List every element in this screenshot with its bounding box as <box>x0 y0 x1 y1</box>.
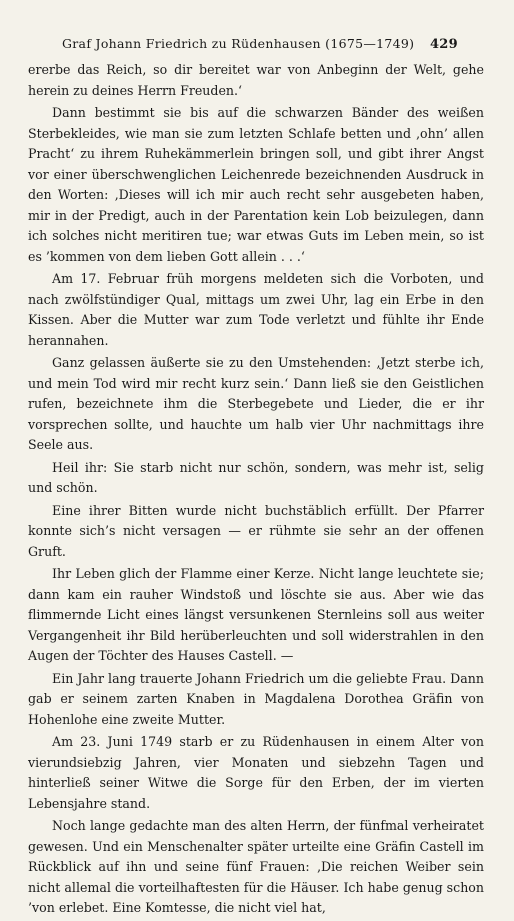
paragraph: Ein Jahr lang trauerte Johann Friedrich um die geliebte Frau. Dann gab er seinem zarten Knaben in Magdalena Dorothea Gräfin von Hohenlohe eine zweite Mutter. <box>28 670 484 727</box>
paragraph: Eine ihrer Bitten wurde nicht buchstäblich erfüllt. Der Pfarrer konnte sich’s nicht versagen — er rühmte sie sehr an der offenen Gruft. <box>28 502 484 559</box>
paragraph: Am 17. Februar früh morgens meldeten sich die Vorboten, und nach zwölfstündiger Qual, mittags um zwei Uhr, lag ein Erbe in den Kissen. Aber die Mutter war zum Tode verletzt und fühlte ihr Ende herannahen. <box>28 271 484 348</box>
paragraph: Am 23. Juni 1749 starb er zu Rüdenhausen in einem Alter von vierundsiebzig Jahren, vier Monaten und siebzehn Tagen und hinterließ seiner Witwe die Sorge für den Erben, der im vierten Lebensjahre stand. <box>28 734 484 811</box>
paragraph: Noch lange gedachte man des alten Herrn, der fünfmal verheiratet gewesen. Und ein Menschenalter später urteilte eine Gräfin Castell im Rückblick auf ihn und seine fünf Frauen: ‚Die reichen Weiber sein nicht allemal die vorteilhaftesten für die Häuser. Ich habe genug schon ’von erlebet. Eine Komtesse, die nicht viel hat, <box>28 818 484 915</box>
running-header <box>62 36 458 52</box>
paragraph: Ganz gelassen äußerte sie zu den Umstehenden: ‚Jetzt sterbe ich, und mein Tod wird mir recht kurz sein.‘ Dann ließ sie den Geistlichen rufen, bezeichnete ihm die Sterbegebete und Lieder, die er ihr vorsprechen sollte, und hauchte um halb vier Uhr nachmittags ihre Seele aus. <box>28 355 484 452</box>
paragraph: ererbe das Reich, so dir bereitet war von Anbeginn der Welt, gehe herein zu deines Herrn Freuden.‘ <box>28 62 484 98</box>
page-number: 429 <box>429 37 458 52</box>
paragraph: Dann bestimmt sie bis auf die schwarzen Bänder des weißen Sterbekleides, wie man sie zum letzten Schlafe betten und ‚ohn’ allen Pracht‘ zu ihrem Ruhekämmerlein bringen soll, und gibt ihrer Angst vor einer überschwenglichen Leichenrede bezeichnenden Ausdruck in den Worten: ‚Dieses will ich mir auch recht sehr ausgebeten haben, mir in der Predigt, auch in der Parentation kein Lob beizulegen, dann ich solches nicht meritiren tue; war etwas Guts im Leben mein, so ist es ’kommen von dem lieben Gott allein . . .‘ <box>28 105 484 264</box>
paragraph: Ihr Leben glich der Flamme einer Kerze. Nicht lange leuchtete sie; dann kam ein rauher Windstoß und löschte sie aus. Aber wie das flimmernde Licht eines längst versunkenen Sternleins soll aus weiter Vergangenheit ihr Bild herüberleuchten und soll widerstrahlen in den Augen der Töchter des Hauses Castell. — <box>28 566 484 663</box>
paragraph: Heil ihr: Sie starb nicht nur schön, sondern, was mehr ist, selig und schön. <box>28 459 484 495</box>
running-title: Graf Johann Friedrich zu Rüdenhausen (1675—1749) <box>62 36 415 51</box>
page-body <box>28 60 484 921</box>
